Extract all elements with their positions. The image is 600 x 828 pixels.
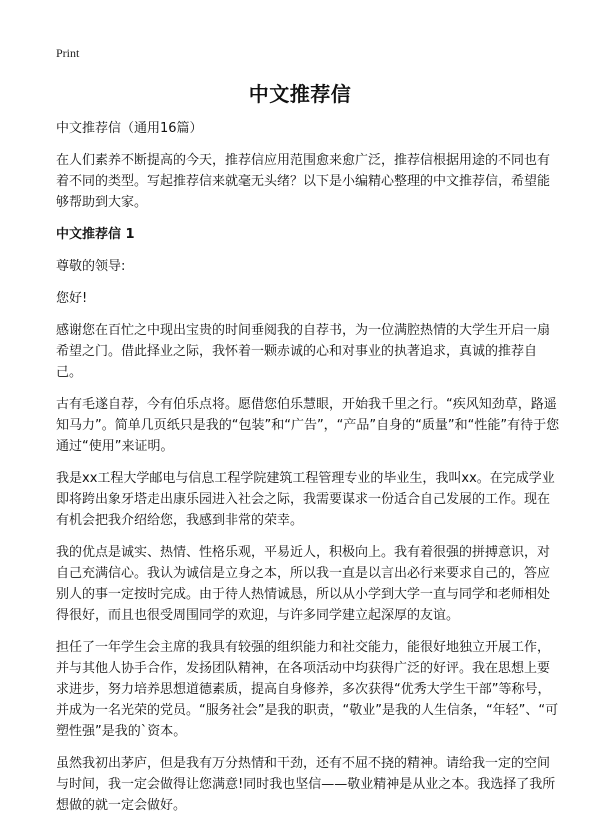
body-paragraph: 担任了一年学生会主席的我具有较强的组织能力和社交能力，能很好地独立开展工作，并与其他人协手合作，发扬团队精神，在各项活动中均获得广泛的好评。我在思想上要求进步，努力培养思想道德素质，提高自身修养，多次获得“优秀大学生干部”等称号，并成为一名光荣的党员。“服务社会”是我的职责，“敬业”是我的人生信条，“年轻”、“可塑性强”是我的`资本。 bbox=[56, 640, 559, 739]
body-paragraph: 感谢您在百忙之中现出宝贵的时间垂阅我的自荐书，为一位满腔热情的大学生开启一扇希望之门。借此择业之际，我怀着一颗赤诚的心和对事业的执著追求，真诚的推荐自己。 bbox=[56, 323, 551, 380]
body-paragraph: 古有毛遂自荐，今有伯乐点将。愿借您伯乐慧眼，开始我千里之行。“疾风知劲草，路遥知马力”。简单几页纸只是我的“包装”和“广告”，“产品”自身的“质量”和“性能”有待于您通过“使用”来证明。 bbox=[56, 397, 560, 454]
greeting: 您好! bbox=[56, 291, 88, 306]
intro-paragraph: 在人们素养不断提高的今天，推荐信应用范围愈来愈广泛，推荐信根据用途的不同也有着不同的类型。写起推荐信来就毫无头绪？以下是小编精心整理的中文推荐信，希望能够帮助到大家。 bbox=[56, 153, 551, 210]
document-subtitle: 中文推荐信（通用16篇） bbox=[56, 121, 203, 136]
document-body bbox=[56, 118, 560, 827]
page-title: 中文推荐信 bbox=[248, 82, 352, 106]
section-heading: 中文推荐信 1 bbox=[56, 227, 135, 242]
print-link[interactable]: Print bbox=[56, 46, 80, 60]
salutation: 尊敬的领导: bbox=[56, 259, 126, 274]
body-paragraph: 我是xx工程大学邮电与信息工程学院建筑工程管理专业的毕业生，我叫xx。在完成学业即将跨出象牙塔走出康乐园进入社会之际，我需要谋求一份适合自己发展的工作。现在有机会把我介绍给您，我感到非常的荣幸。 bbox=[56, 471, 555, 528]
body-paragraph: 我的优点是诚实、热情、性格乐观，平易近人，积极向上。我有着很强的拼搏意识，对自己充满信心。我认为诚信是立身之本，所以我一直是以言出必行来要求自己的，答应别人的事一定按时完成。由于待人热情诚恳，所以从小学到大学一直与同学和老师相处得很好，而且也很受周围同学的欢迎，与许多同学建立起深厚的友谊。 bbox=[56, 545, 551, 623]
body-paragraph: 虽然我初出茅庐，但是我有万分热情和干劲，还有不屈不挠的精神。请给我一定的空间与时间，我一定会做得让您满意!同时我也坚信——敬业精神是从业之本。我选择了我所想做的就一定会做好。 bbox=[56, 756, 556, 813]
